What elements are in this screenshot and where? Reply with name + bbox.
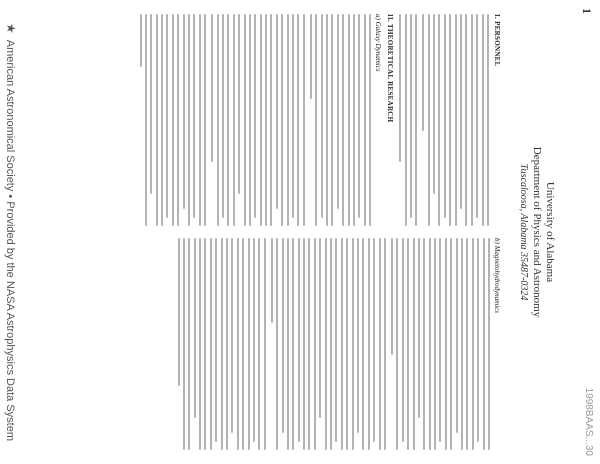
personnel-paragraph-1 [422, 14, 489, 226]
department-name: Department of Physics and Astronomy [531, 146, 543, 318]
mhd-paragraph-3 [178, 238, 266, 450]
right-column [34, 238, 504, 450]
report-header [517, 0, 556, 464]
location-line: Tuscaloosa, Alabama 35487-0324 [518, 163, 529, 301]
galaxy-paragraph-2 [211, 14, 305, 226]
star-icon: ★ [4, 22, 18, 34]
left-column [34, 14, 504, 226]
personnel-paragraph-2 [399, 14, 417, 226]
section-heading-personnel: I. PERSONNEL [493, 14, 501, 67]
page-number: 1 [580, 8, 594, 14]
footer-text: American Astronomical Society • Provided by the NASA Astrophysics Data System [4, 39, 16, 441]
subsection-heading-galaxy: a) Galaxy Dynamics [374, 14, 383, 72]
mhd-paragraph-2 [271, 238, 386, 450]
ads-footer [4, 0, 18, 464]
subsection-heading-magnetohydrodynamics: b) Magnetohydrodynamics [493, 238, 501, 313]
bibcode-reference: 1998BAAS...30 [583, 387, 594, 456]
galaxy-paragraph-3 [140, 14, 207, 226]
galaxy-paragraph-1 [310, 14, 371, 226]
mhd-paragraph-1 [391, 238, 490, 450]
university-name: University of Alabama [544, 181, 556, 283]
section-heading-theoretical: II. THEORETICAL RESEARCH [386, 14, 395, 123]
